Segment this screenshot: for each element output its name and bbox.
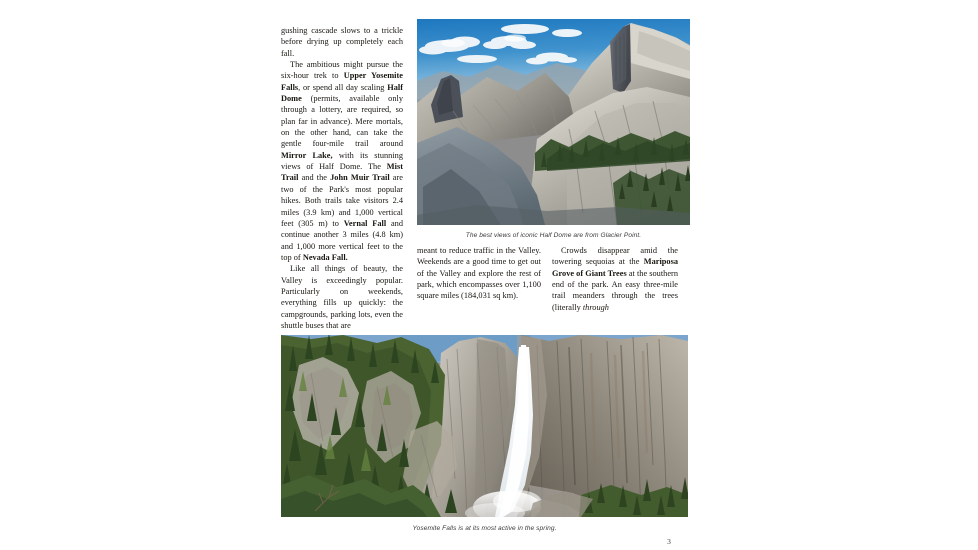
text-column-1	[281, 25, 403, 331]
col3-para1-a: Crowds disappear amid the towering sequoias at the	[552, 246, 678, 267]
caption-yosemite-falls: Yosemite Falls is at its most active in the spring.	[412, 525, 557, 532]
paragraph-mariposa-grove	[552, 245, 678, 313]
half-dome-illustration	[417, 19, 690, 225]
text-column-2	[417, 245, 541, 302]
col1-para2-m: and continue another 3 miles (4.8 km) and 1,000 more vertical feet to the top of	[281, 218, 403, 262]
term-mirror-lake: Mirror Lake,	[281, 150, 333, 160]
text-column-3	[552, 245, 678, 313]
col1-para2-e: (permits, available only through a lottery, are required, so plan far in advance). Mere mortals, on the other hand, can take the gentle four-mile trail around	[281, 94, 403, 149]
col1-para2-g: with its stunning views of Half Dome. The	[281, 150, 403, 172]
col1-para2-i: and the	[298, 173, 331, 183]
term-nevada-fall: Nevada Fall.	[302, 252, 348, 262]
paragraph-gushing-cascade	[281, 25, 403, 59]
paragraph-ambitious-trek	[281, 59, 403, 263]
paragraph-valley-popular	[281, 263, 403, 331]
col3-para1-c: at the southern end of the park. An easy three-mile trail meanders through the trees (literally	[552, 268, 678, 312]
term-mariposa-grove: Mariposa Grove of Giant Trees	[552, 257, 678, 278]
term-mist-trail: Mist Trail	[281, 162, 403, 183]
photo-half-dome	[417, 19, 690, 225]
col1-para1-text: gushing cascade slows to a trickle before drying up completely each fall.	[281, 26, 403, 58]
col1-para3-text: Like all things of beauty, the Valley is exceedingly popular. Particularly on weekends, everything fills up quickly: the campgrounds, parking lots, even the shuttle buses that are	[281, 264, 403, 330]
col2-para1-text: meant to reduce traffic in the Valley. Weekends are a good time to get out of the Valley and explore the rest of park, which encompasses over 1,100 square miles (184,031 sq km).	[417, 246, 541, 301]
col1-para2-k: are two of the Park's most popular hikes. Both trails take visitors 2.4 miles (3.9 km) and 1,000 vertical feet (305 m) to	[281, 173, 403, 228]
col1-para2-a: The ambitious might pursue the six-hour trek to	[281, 60, 403, 81]
paragraph-reduce-traffic	[417, 245, 541, 302]
term-vernal-fall: Vernal Fall	[343, 218, 387, 228]
yosemite-falls-illustration	[281, 335, 688, 517]
caption-half-dome: The best views of iconic Half Dome are from Glacier Point.	[465, 232, 642, 239]
col1-para2-c: , or spend all day scaling	[298, 82, 388, 92]
term-john-muir-trail: John Muir Trail	[330, 173, 390, 183]
term-upper-yosemite-falls: Upper Yosemite Falls	[281, 71, 403, 92]
page-number: 3	[667, 537, 671, 546]
emphasis-through: through	[582, 302, 609, 312]
photo-yosemite-falls	[281, 335, 688, 517]
term-half-dome: Half Dome	[281, 82, 403, 104]
